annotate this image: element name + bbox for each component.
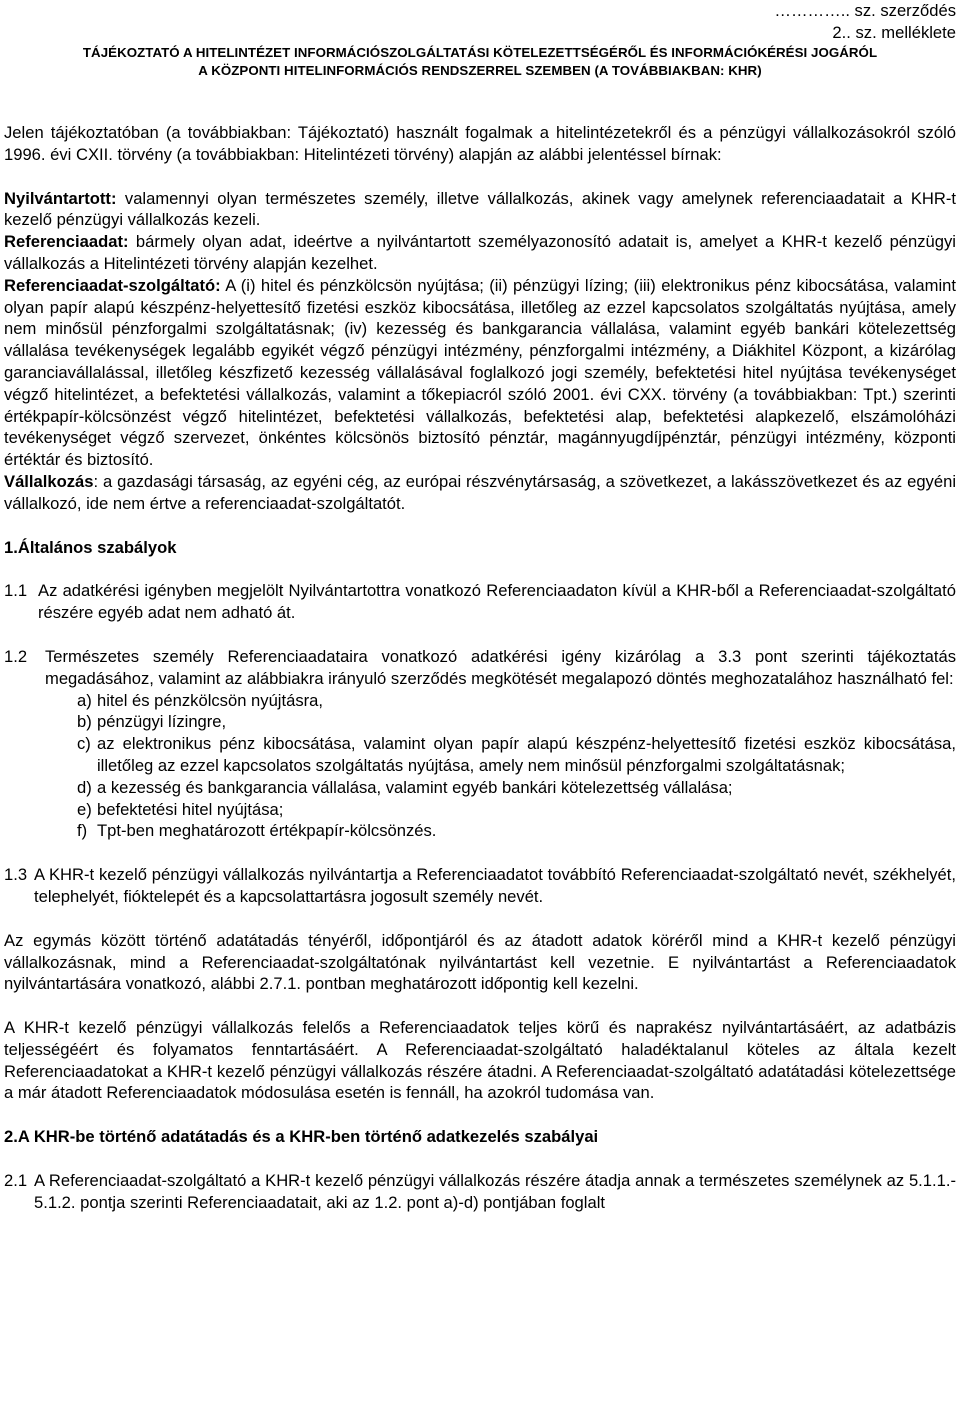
definition-referenciaadat-szolgaltato — [4, 275, 956, 471]
intro-paragraph: Jelen tájékoztatóban (a továbbiakban: Tájékoztató) használt fogalmak a hitelintézetekről és a pénzügyi vállalkozásokról szóló 1996. évi CXII. törvény (a továbbiakban: Hitelintézeti törvény) alapján az alábbi jelentéssel bírnak: — [4, 123, 956, 164]
responsibility-paragraph: A KHR-t kezelő pénzügyi vállalkozás felelős a Referenciaadatok teljes körű és naprakész nyilvántartásáért, az adatbázis teljességéért és folyamatos fenntartásáért. A Referenciaadat-szolgáltató haladéktalanul köteles az általa kezelt Referenciaadatokat a KHR-t kezelő pénzügyi vállalkozás részére átadni. A Referenciaadat-szolgáltató adatátadási kötelezettsége a már átadott Referenciaadatok módosulása esetén is fennáll, ha azokról tudomása van. — [4, 1018, 956, 1103]
list-item — [77, 733, 956, 777]
contract-number-line: ………….. sz. szerződés — [774, 1, 956, 20]
definition-term: Nyilvántartott: — [4, 188, 117, 208]
purpose-list — [77, 690, 956, 843]
data-transfer-record-paragraph: Az egymás között történő adatátadás tényéről, időpontjáról és az átadott adatok köréről mind a KHR-t kezelő pénzügyi vállalkozásnak, mind a Referenciaadat-szolgáltatónak nyilvántartást kell vezetnie. E nyilvántartást a Referenciaadatok nyilvántartására vonatkozó, alábbi 2.7.1. pontban meghatározott időpontig kell kezelni. — [4, 930, 956, 994]
definition-term: Vállalkozás — [4, 471, 94, 491]
definition-nyilvantartott — [4, 188, 956, 232]
paragraph-text: Természetes személy Referenciaadataira vonatkozó adatkérési igény kizárólag a 3.3 pont szerinti tájékoztatás megadásához, valamint az alábbiakra irányuló szerződés megkötését megalapozó döntés meghozatalához használható fel: — [45, 646, 956, 688]
section-1-heading: 1.Általános szabályok — [4, 537, 177, 557]
list-item — [77, 820, 956, 842]
paragraph-text: A KHR-t kezelő pénzügyi vállalkozás nyilvántartja a Referenciaadatot továbbító Referenciaadat-szolgáltató nevét, székhelyét, telephelyét, fióktelepét és a kapcsolattartásra jogosult személy nevét. — [34, 865, 956, 906]
list-label: a) — [77, 690, 92, 710]
paragraph-number: 1.3 — [4, 865, 28, 885]
list-item — [77, 690, 956, 712]
definition-term: Referenciaadat-szolgáltató: — [4, 275, 221, 295]
list-label: e) — [77, 799, 92, 819]
list-text: a kezesség és bankgarancia vállalása, valamint egyéb bankári kötelezettség vállalása; — [97, 777, 733, 797]
list-label: c) — [77, 734, 91, 754]
annex-number-line: 2.. sz. melléklete — [832, 23, 956, 42]
list-text: hitel és pénzkölcsön nyújtásra, — [97, 690, 323, 710]
list-item — [77, 799, 956, 821]
contract-reference — [4, 0, 956, 44]
list-text: Tpt-ben meghatározott értékpapír-kölcsönzés. — [97, 821, 437, 841]
definition-text: A (i) hitel és pénzkölcsön nyújtása; (ii) pénzügyi lízing; (iii) elektronikus pénz kibocsátása, valamint olyan papír alapú készpénz-helyettesítő fizetési eszköz kibocsátása, illetőleg az ezzel kapcsolatos szolgáltatás nyújtása, amely nem minősül pénzforgalmi szolgáltatásnak; (iv) kezesség és bankgarancia vállalása, valamint egyéb bankári kötelezettség vállalása tevékenységek legalább egyikét végző pénzügyi intézmény, pénzforgalmi intézmény, a Diákhitel Központ, a kizárólag garanciavállalással, illetőleg készfizető kezesség vállalásával foglalkozó jogi személy, befektetési hitel nyújtása tevékenységet végző hitelintézet, a befektetési vállalkozás, valamint a tőkepiacról szóló 2001. évi CXX. törvény (a továbbiakban: Tpt.) szerinti értékpapír-kölcsönzést végző hitelintézet, befektetési vállalkozás, befektetési alap, befektetési alapkezelő, elszámolóházi tevékenységet végző szervezet, önkéntes kölcsönös biztosító pénztár, magánnyugdíjpénztár, pénzügyi intézmény, központi értéktár és biztosító. — [4, 275, 956, 470]
definition-vallalkozas — [4, 471, 956, 515]
list-label: b) — [77, 712, 92, 732]
section-2-heading: 2.A KHR-be történő adatátadás és a KHR-ben történő adatkezelés szabályai — [4, 1127, 599, 1147]
paragraph-text: A Referenciaadat-szolgáltató a KHR-t kezelő pénzügyi vállalkozás részére átadja annak a természetes személynek az 5.1.1.- 5.1.2. pontja szerinti Referenciaadatait, aki az 1.2. pont a)-d) pontjában foglalt — [34, 1171, 956, 1212]
list-label: d) — [77, 777, 92, 797]
list-text: pénzügyi lízingre, — [97, 712, 227, 732]
paragraph-number: 1.2 — [4, 646, 28, 666]
paragraph-1-1 — [4, 580, 956, 624]
paragraph-number: 2.1 — [4, 1171, 28, 1191]
document-title-line-2: A KÖZPONTI HITELINFORMÁCIÓS RENDSZERREL SZEMBEN (A TOVÁBBIAKBAN: KHR) — [198, 63, 762, 78]
list-label: f) — [77, 821, 88, 841]
definition-text: bármely olyan adat, ideértve a nyilvántartott személyazonosító adatait is, amelyet a KHR-t kezelő pénzügyi vállalkozás a Hitelintézeti törvény alapján kezelhet. — [4, 232, 956, 273]
definition-term: Referenciaadat: — [4, 232, 129, 252]
paragraph-number: 1.1 — [4, 581, 28, 601]
paragraph-1-3 — [4, 864, 956, 908]
definition-text: : a gazdasági társaság, az egyéni cég, az európai részvénytársaság, a szövetkezet, a lakásszövetkezet és az egyéni vállalkozó, ide nem értve a referenciaadat-szolgáltatót. — [4, 471, 956, 513]
definition-referenciaadat — [4, 231, 956, 275]
list-item — [77, 711, 956, 733]
list-text: befektetési hitel nyújtása; — [97, 799, 284, 819]
paragraph-2-1 — [4, 1170, 956, 1214]
document-title-line-1: TÁJÉKOZTATÓ A HITELINTÉZET INFORMÁCIÓSZOLGÁLTATÁSI KÖTELEZETTSÉGÉRŐL ÉS INFORMÁCIÓKÉRÉSI JOGÁRÓL — [82, 45, 878, 60]
paragraph-text: Az adatkérési igényben megjelölt Nyilvántartottra vonatkozó Referenciaadaton kívül a KHR-ből a Referenciaadat-szolgáltató részére egyéb adat nem adható át. — [38, 581, 956, 623]
list-item — [77, 777, 956, 799]
list-text: az elektronikus pénz kibocsátása, valamint olyan papír alapú készpénz-helyettesítő fizetési eszköz kibocsátása, illetőleg az ezzel kapcsolatos szolgáltatás nyújtása, amely nem minősül pénzforgalmi szolgáltatásnak; — [97, 734, 956, 775]
definition-text: valamennyi olyan természetes személy, illetve vállalkozás, akinek vagy amelynek referenciaadatait a KHR-t kezelő pénzügyi vállalkozás kezeli. — [4, 188, 956, 230]
paragraph-1-2 — [4, 646, 956, 690]
